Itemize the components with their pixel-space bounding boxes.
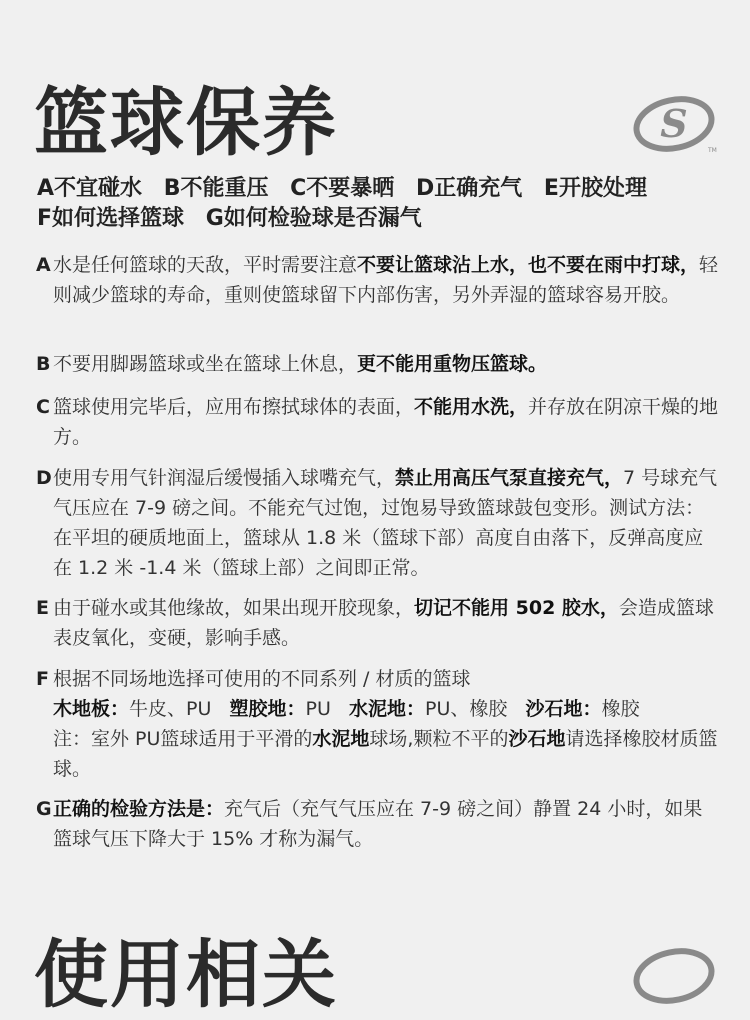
topic-e: E开胶处理 [543, 176, 647, 201]
section-d [36, 463, 720, 583]
section-a-letter: A [36, 254, 51, 276]
section-b-text-1: 不要用脚踢篮球或坐在篮球上休息， [53, 353, 358, 375]
topic-list [37, 174, 727, 234]
court-gravel-label: 沙石地： [525, 698, 602, 720]
section-c-text-2: 并存放在阴凉干燥的地方。 [53, 396, 719, 448]
page-title: 篮球保养 [34, 80, 338, 166]
court-plastic-value: PU [305, 698, 331, 720]
section-e-text-2: 会造成篮球表皮氧化，变硬，影响手感。 [53, 597, 714, 649]
topic-a: A不宜碰水 [37, 176, 143, 201]
section-b [36, 349, 720, 379]
logo-mark: S [660, 101, 688, 146]
section-a-text-2: 轻则减少篮球的寿命，重则使篮球留下内部伤害，另外弄湿的篮球容易开胶。 [53, 254, 719, 306]
section-e-bold: 切记不能用 502 胶水， [414, 597, 619, 619]
section-g-letter: G [36, 798, 52, 820]
section-f [36, 664, 720, 784]
court-cement-value: PU、橡胶 [425, 698, 508, 720]
court-wood-label: 木地板： [53, 698, 130, 720]
next-section-title: 使用相关 [34, 932, 338, 1018]
note-text-1: 注：室外 PU篮球适用于平滑的 [53, 728, 313, 750]
section-b-letter: B [36, 353, 51, 375]
section-a [36, 250, 720, 310]
section-g-bold: 正确的检验方法是： [53, 798, 225, 820]
section-g [36, 794, 720, 854]
logo-tm: TM [708, 147, 717, 154]
section-a-text-1: 水是任何篮球的天敌，平时需要注意 [53, 254, 358, 276]
section-e-letter: E [36, 597, 49, 619]
section-e-text-1: 由于碰水或其他缘故，如果出现开胶现象， [53, 597, 415, 619]
section-f-letter: F [36, 668, 49, 690]
court-gravel-value: 橡胶 [601, 698, 640, 720]
section-c [36, 392, 720, 452]
topic-b: B不能重压 [163, 176, 269, 201]
section-d-letter: D [36, 467, 52, 489]
note-bold-2: 沙石地 [508, 728, 566, 750]
topic-c: C不要暴晒 [290, 176, 395, 201]
court-material-list [36, 694, 720, 724]
court-plastic-label: 塑胶地： [229, 698, 306, 720]
court-cement-label: 水泥地： [349, 698, 426, 720]
brand-logo-2 [632, 944, 720, 1010]
note-text-3: 请选择橡胶材质篮球。 [53, 728, 718, 780]
section-c-bold: 不能用水洗， [414, 396, 529, 418]
brand-logo [632, 92, 720, 158]
note-text-2: 球场,颗粒不平的 [369, 728, 509, 750]
topic-d: D正确充气 [415, 176, 523, 201]
section-d-bold: 禁止用高压气泵直接充气， [395, 467, 624, 489]
section-d-text-2: 7 号球充气气压应在 7-9 磅之间。不能充气过饱，过饱易导致篮球鼓包变形。测试方法：在平坦的硬质地面上，篮球从 1.8 米（篮球下部）高度自由落下，反弹高度应在 1.2 米 -1.4 米（篮球上部）之间即正常。 [53, 467, 718, 579]
section-a-bold: 不要让篮球沾上水，也不要在雨中打球， [357, 254, 700, 276]
section-c-text-1: 篮球使用完毕后，应用布擦拭球体的表面， [53, 396, 415, 418]
section-e [36, 593, 720, 653]
section-b-bold: 更不能用重物压篮球。 [357, 353, 548, 375]
court-wood-value: 牛皮、PU [129, 698, 212, 720]
section-d-text-1: 使用专用气针润湿后缓慢插入球嘴充气， [53, 467, 396, 489]
section-f-text-1: 根据不同场地选择可使用的不同系列 / 材质的篮球 [53, 668, 471, 690]
court-note [36, 724, 720, 784]
section-g-text-1: 充气后（充气气压应在 7-9 磅之间）静置 24 小时，如果篮球气压下降大于 15% 才称为漏气。 [53, 798, 703, 850]
topic-g: G如何检验球是否漏气 [205, 206, 422, 231]
section-c-letter: C [36, 396, 50, 418]
note-bold-1: 水泥地 [312, 728, 370, 750]
topic-f: F如何选择篮球 [37, 206, 185, 231]
